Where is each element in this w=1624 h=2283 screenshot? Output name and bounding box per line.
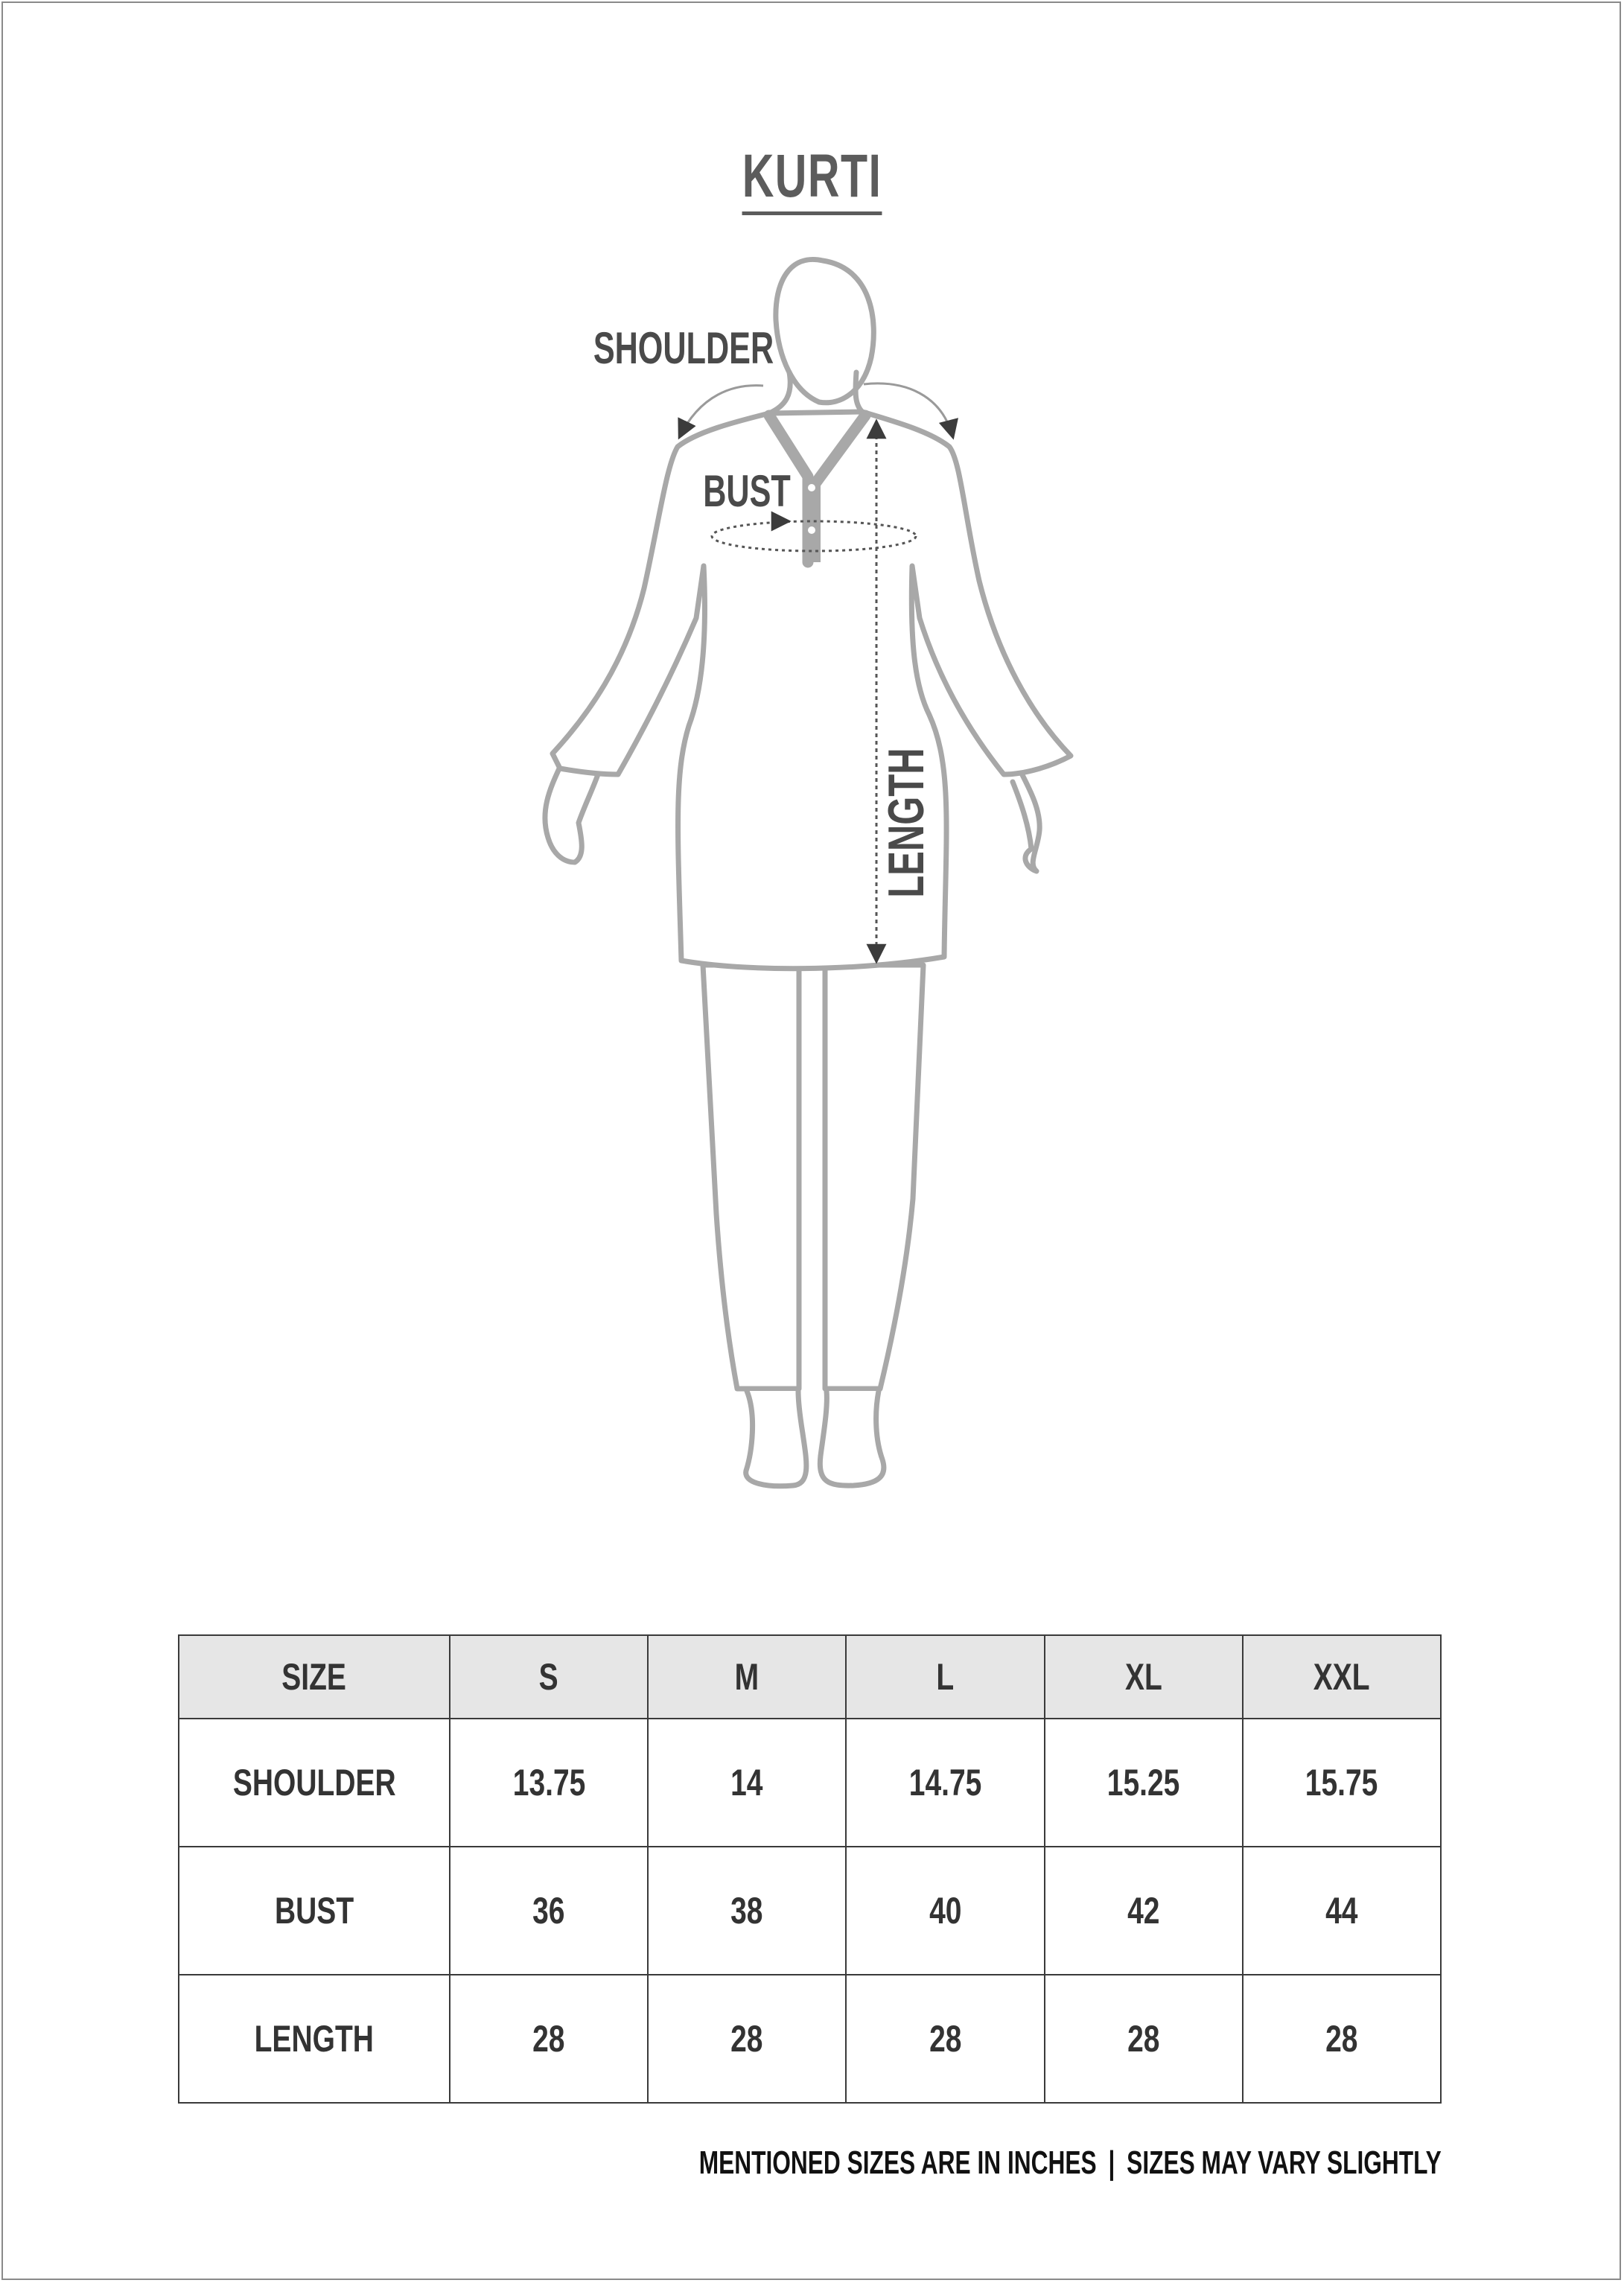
table-cell: 15.25 [1045,1719,1243,1847]
row-label: SHOULDER [179,1719,450,1847]
row-label: LENGTH [179,1975,450,2103]
hand-right [1013,763,1039,871]
title-text: KURTI [742,142,882,215]
trouser-left [703,965,799,1389]
footer-note [699,2145,1442,2182]
header-cell-m: M [648,1635,846,1719]
table-row-bust [179,1847,1441,1975]
table-cell: 15.75 [1243,1719,1441,1847]
header-cell-s: S [450,1635,648,1719]
bust-label: BUST [703,467,791,517]
button-1 [808,484,815,491]
header-cell-l: L [846,1635,1044,1719]
size-chart-table [178,1634,1442,2104]
table-cell: 40 [846,1847,1044,1975]
row-label: BUST [179,1847,450,1975]
table-cell: 13.75 [450,1719,648,1847]
note-separator: | [1108,2145,1115,2181]
table-row-shoulder [179,1719,1441,1847]
table-cell: 44 [1243,1847,1441,1975]
table-cell: 14 [648,1719,846,1847]
table-cell: 38 [648,1847,846,1975]
length-label: LENGTH [877,748,934,898]
hand-left [545,767,598,862]
button-2 [808,526,815,534]
table-cell: 14.75 [846,1719,1044,1847]
table-cell: 28 [1243,1975,1441,2103]
table-cell: 28 [450,1975,648,2103]
foot-right [820,1391,884,1486]
table-cell: 42 [1045,1847,1243,1975]
table-cell: 28 [648,1975,846,2103]
table-row-length [179,1975,1441,2103]
note-variance: SIZES MAY VARY SLIGHTLY [1127,2145,1442,2181]
table-cell: 28 [1045,1975,1243,2103]
table-header-row [179,1635,1441,1719]
header-cell-size: SIZE [179,1635,450,1719]
header-cell-xl: XL [1045,1635,1243,1719]
header-cell-xxl: XXL [1243,1635,1441,1719]
foot-left [746,1391,806,1486]
table-cell: 28 [846,1975,1044,2103]
trouser-right [825,965,923,1389]
shoulder-label: SHOULDER [593,324,774,374]
table-cell: 36 [450,1847,648,1975]
note-units: MENTIONED SIZES ARE IN INCHES [699,2145,1097,2181]
